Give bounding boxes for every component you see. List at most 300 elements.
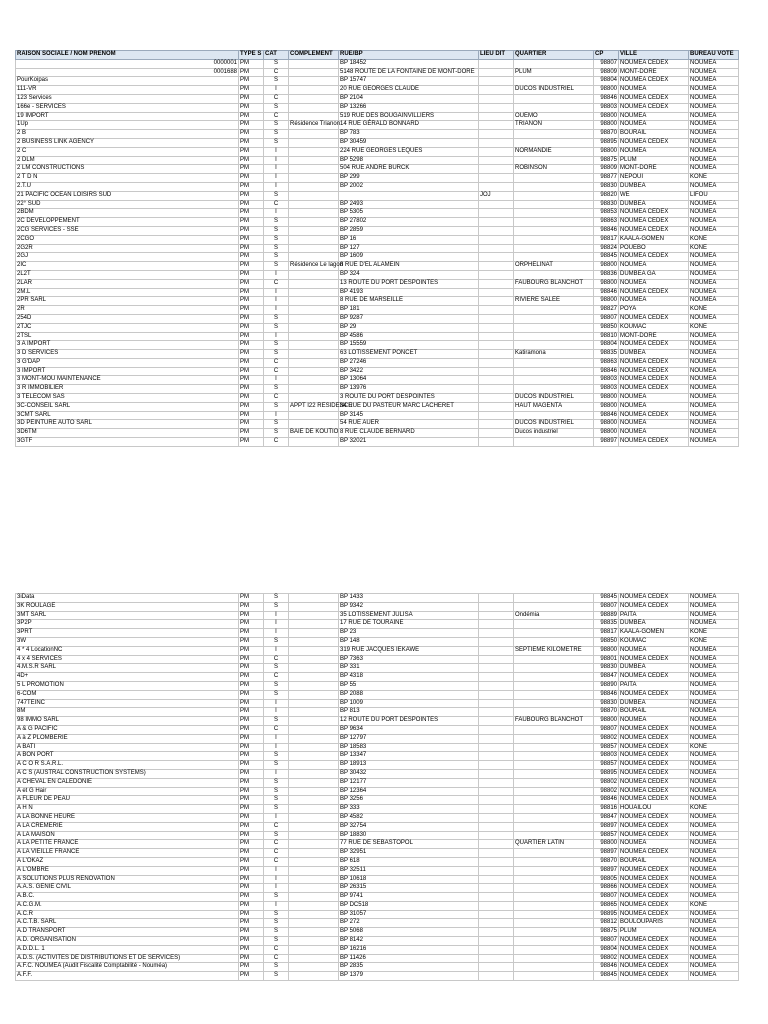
cell-bureau-vote: NOUMEA	[689, 717, 739, 726]
cell-cp: 98803	[594, 376, 619, 385]
cell-bureau-vote: NOUMEA	[689, 77, 739, 86]
cell-raison-sociale: 2 B	[16, 130, 239, 139]
table-row	[16, 438, 739, 447]
cell-complement	[289, 138, 339, 147]
cell-rue-bp	[339, 191, 479, 200]
cell-ville: NOUMEA CEDEX	[619, 796, 689, 805]
cell-type-s: PM	[239, 218, 264, 227]
cell-rue-bp: 12 ROUTE DU PORT DESPOINTES	[339, 717, 479, 726]
cell-cat: S	[264, 323, 289, 332]
cell-bureau-vote: KONE	[689, 244, 739, 253]
cell-type-s: PM	[239, 620, 264, 629]
table-row	[16, 174, 739, 183]
cell-quartier	[514, 358, 594, 367]
cell-lieu-dit	[479, 77, 514, 86]
cell-bureau-vote: NOUMEA	[689, 673, 739, 682]
cell-raison-sociale: A H N	[16, 805, 239, 814]
cell-complement	[289, 699, 339, 708]
cell-type-s: PM	[239, 323, 264, 332]
cell-complement	[289, 787, 339, 796]
cell-quartier	[514, 367, 594, 376]
cell-raison-sociale: 254D	[16, 314, 239, 323]
cell-cat: S	[264, 121, 289, 130]
cell-ville: NOUMEA CEDEX	[619, 209, 689, 218]
cell-raison-sociale: 747TEINC	[16, 699, 239, 708]
cell-lieu-dit	[479, 717, 514, 726]
cell-ville: NOUMEA CEDEX	[619, 963, 689, 972]
cell-ville: NOUMEA CEDEX	[619, 103, 689, 112]
cell-raison-sociale: 3D6TM	[16, 429, 239, 438]
table-row	[16, 866, 739, 875]
table-row	[16, 822, 739, 831]
cell-cp: 98802	[594, 778, 619, 787]
cell-complement	[289, 963, 339, 972]
cell-quartier: FAUBOURG BLANCHOT	[514, 279, 594, 288]
cell-cp: 98812	[594, 919, 619, 928]
cell-raison-sociale: A.C.T.B. SARL	[16, 919, 239, 928]
cell-complement: APPT I22 RESIDENCE	[289, 402, 339, 411]
cell-complement	[289, 646, 339, 655]
cell-type-s: PM	[239, 394, 264, 403]
cell-cat: S	[264, 385, 289, 394]
cell-ville: NOUMEA	[619, 402, 689, 411]
cell-rue-bp: BP 9342	[339, 602, 479, 611]
cell-raison-sociale: 2 C	[16, 147, 239, 156]
table-row	[16, 620, 739, 629]
cell-raison-sociale: A.D.S. (ACTIVITES DE DISTRIBUTIONS ET DE SERVICES)	[16, 954, 239, 963]
cell-complement	[289, 778, 339, 787]
cell-lieu-dit	[479, 138, 514, 147]
cell-bureau-vote: NOUMEA	[689, 411, 739, 420]
cell-bureau-vote: NOUMEA	[689, 611, 739, 620]
table-row	[16, 690, 739, 699]
table-row	[16, 191, 739, 200]
cell-rue-bp: BP 32754	[339, 822, 479, 831]
cell-bureau-vote: NOUMEA	[689, 200, 739, 209]
cell-cat: S	[264, 919, 289, 928]
cell-ville: BOULOUPARIS	[619, 919, 689, 928]
cell-cp: 98801	[594, 655, 619, 664]
sheet-page-2	[15, 593, 738, 981]
cell-rue-bp: 17 RUE DE TOURAINE	[339, 620, 479, 629]
cell-type-s: PM	[239, 778, 264, 787]
cell-lieu-dit	[479, 629, 514, 638]
cell-type-s: PM	[239, 761, 264, 770]
cell-ville: NOUMEA CEDEX	[619, 358, 689, 367]
cell-type-s: PM	[239, 244, 264, 253]
cell-bureau-vote: NOUMEA	[689, 787, 739, 796]
cell-ville: NOUMEA CEDEX	[619, 438, 689, 447]
cell-cat: C	[264, 94, 289, 103]
cell-type-s: PM	[239, 68, 264, 77]
cell-lieu-dit	[479, 94, 514, 103]
cell-lieu-dit	[479, 849, 514, 858]
cell-lieu-dit	[479, 954, 514, 963]
cell-quartier	[514, 332, 594, 341]
cell-bureau-vote: NOUMEA	[689, 954, 739, 963]
cell-cat: C	[264, 857, 289, 866]
cell-raison-sociale: 4 * 4 LocationNC	[16, 646, 239, 655]
records-table-2	[15, 593, 739, 981]
table-row	[16, 86, 739, 95]
cell-type-s: PM	[239, 174, 264, 183]
cell-raison-sociale: A LA PETITE FRANCE	[16, 840, 239, 849]
cell-raison-sociale: A.F.F.	[16, 972, 239, 981]
cell-lieu-dit	[479, 673, 514, 682]
cell-rue-bp: BP 12364	[339, 787, 479, 796]
table-row	[16, 77, 739, 86]
cell-rue-bp: 3 ROUTE DU PORT DESPOINTES	[339, 394, 479, 403]
cell-raison-sociale: 3 IMPORT	[16, 367, 239, 376]
cell-type-s: PM	[239, 901, 264, 910]
cell-bureau-vote: NOUMEA	[689, 884, 739, 893]
cell-quartier	[514, 376, 594, 385]
cell-raison-sociale: A BATI	[16, 743, 239, 752]
header-type-s: TYPE S	[239, 51, 264, 60]
table-row	[16, 394, 739, 403]
cell-cat: I	[264, 297, 289, 306]
cell-bureau-vote: NOUMEA	[689, 314, 739, 323]
cell-rue-bp: BP 31057	[339, 910, 479, 919]
cell-rue-bp: BP 127	[339, 244, 479, 253]
cell-lieu-dit	[479, 743, 514, 752]
cell-lieu-dit	[479, 620, 514, 629]
cell-ville: POUEBO	[619, 244, 689, 253]
cell-complement	[289, 884, 339, 893]
cell-cat: C	[264, 822, 289, 831]
table-row	[16, 849, 739, 858]
cell-quartier	[514, 849, 594, 858]
cell-lieu-dit	[479, 59, 514, 68]
cell-type-s: PM	[239, 602, 264, 611]
cell-cp: 98800	[594, 147, 619, 156]
cell-lieu-dit	[479, 165, 514, 174]
cell-raison-sociale: 2IC	[16, 262, 239, 271]
cell-raison-sociale: A L'OKAZ	[16, 857, 239, 866]
cell-bureau-vote: NOUMEA	[689, 112, 739, 121]
table-row	[16, 121, 739, 130]
cell-type-s: PM	[239, 928, 264, 937]
cell-ville: NOUMEA CEDEX	[619, 972, 689, 981]
table-row	[16, 778, 739, 787]
cell-complement	[289, 288, 339, 297]
cell-complement: Résidence Trianon	[289, 121, 339, 130]
cell-lieu-dit	[479, 332, 514, 341]
cell-cat: S	[264, 717, 289, 726]
cell-complement	[289, 734, 339, 743]
table-row	[16, 945, 739, 954]
cell-ville: BOURAIL	[619, 857, 689, 866]
cell-type-s: PM	[239, 341, 264, 350]
cell-ville: NOUMEA	[619, 121, 689, 130]
table-row	[16, 963, 739, 972]
cell-quartier	[514, 822, 594, 831]
cell-lieu-dit	[479, 734, 514, 743]
cell-rue-bp: BP 1009	[339, 699, 479, 708]
table-row	[16, 761, 739, 770]
cell-type-s: PM	[239, 822, 264, 831]
cell-cat: S	[264, 910, 289, 919]
table-row	[16, 611, 739, 620]
table-row	[16, 182, 739, 191]
cell-bureau-vote: NOUMEA	[689, 734, 739, 743]
cell-type-s: PM	[239, 945, 264, 954]
cell-cp: 98830	[594, 200, 619, 209]
cell-lieu-dit	[479, 262, 514, 271]
cell-quartier	[514, 244, 594, 253]
cell-ville: NOUMEA CEDEX	[619, 602, 689, 611]
cell-quartier: NORMANDIE	[514, 147, 594, 156]
cell-quartier	[514, 341, 594, 350]
table-row	[16, 332, 739, 341]
cell-type-s: PM	[239, 594, 264, 603]
table-row	[16, 103, 739, 112]
cell-cat: S	[264, 253, 289, 262]
cell-bureau-vote: KONE	[689, 323, 739, 332]
cell-raison-sociale: A à Z PLOMBERIE	[16, 734, 239, 743]
cell-raison-sociale: 2LAR	[16, 279, 239, 288]
cell-cat: S	[264, 262, 289, 271]
cell-quartier	[514, 787, 594, 796]
cell-quartier	[514, 620, 594, 629]
cell-cat: S	[264, 893, 289, 902]
cell-complement	[289, 103, 339, 112]
cell-lieu-dit	[479, 68, 514, 77]
cell-lieu-dit	[479, 394, 514, 403]
cell-ville: NOUMEA	[619, 429, 689, 438]
cell-cat: I	[264, 708, 289, 717]
table-row	[16, 681, 739, 690]
cell-complement	[289, 235, 339, 244]
cell-quartier	[514, 288, 594, 297]
cell-cp: 98870	[594, 130, 619, 139]
cell-ville: DUMBEA GA	[619, 270, 689, 279]
cell-rue-bp: BP 324	[339, 270, 479, 279]
cell-cat: S	[264, 664, 289, 673]
cell-complement	[289, 200, 339, 209]
cell-type-s: PM	[239, 611, 264, 620]
cell-rue-bp: BP 29	[339, 323, 479, 332]
cell-bureau-vote: NOUMEA	[689, 752, 739, 761]
cell-rue-bp: 20 RUE GEORGES CLAUDE	[339, 86, 479, 95]
cell-cat: I	[264, 147, 289, 156]
cell-quartier	[514, 893, 594, 902]
cell-quartier	[514, 805, 594, 814]
cell-type-s: PM	[239, 411, 264, 420]
cell-ville: DUMBEA	[619, 620, 689, 629]
cell-complement	[289, 602, 339, 611]
table-row	[16, 734, 739, 743]
header-complement: COMPLEMENT	[289, 51, 339, 60]
header-rue-bp: RUE/BP	[339, 51, 479, 60]
table-row	[16, 288, 739, 297]
table-row	[16, 637, 739, 646]
cell-ville: NOUMEA CEDEX	[619, 761, 689, 770]
cell-lieu-dit	[479, 699, 514, 708]
cell-rue-bp: BP 15559	[339, 341, 479, 350]
cell-quartier	[514, 438, 594, 447]
cell-type-s: PM	[239, 910, 264, 919]
cell-quartier	[514, 761, 594, 770]
cell-cat: I	[264, 875, 289, 884]
cell-complement	[289, 209, 339, 218]
cell-rue-bp: BP 5305	[339, 209, 479, 218]
cell-cp: 98807	[594, 937, 619, 946]
cell-type-s: PM	[239, 147, 264, 156]
cell-cp: 98850	[594, 637, 619, 646]
cell-type-s: PM	[239, 420, 264, 429]
header-cp: CP	[594, 51, 619, 60]
cell-ville: NOUMEA CEDEX	[619, 253, 689, 262]
cell-cat: I	[264, 182, 289, 191]
table-row	[16, 857, 739, 866]
table-row	[16, 200, 739, 209]
cell-cp: 98845	[594, 972, 619, 981]
cell-type-s: PM	[239, 813, 264, 822]
cell-bureau-vote: NOUMEA	[689, 594, 739, 603]
cell-type-s: PM	[239, 893, 264, 902]
cell-rue-bp: BP DC518	[339, 901, 479, 910]
cell-raison-sociale: 2M.L	[16, 288, 239, 297]
cell-cat: S	[264, 752, 289, 761]
cell-cat: I	[264, 411, 289, 420]
table-row	[16, 112, 739, 121]
cell-bureau-vote: NOUMEA	[689, 376, 739, 385]
cell-cp: 98846	[594, 963, 619, 972]
cell-complement	[289, 191, 339, 200]
table-row	[16, 673, 739, 682]
cell-bureau-vote: NOUMEA	[689, 690, 739, 699]
cell-bureau-vote: NOUMEA	[689, 182, 739, 191]
cell-cat: S	[264, 690, 289, 699]
cell-raison-sociale: A C O R S.A.R.L.	[16, 761, 239, 770]
table-row	[16, 893, 739, 902]
cell-type-s: PM	[239, 831, 264, 840]
cell-bureau-vote: NOUMEA	[689, 138, 739, 147]
cell-raison-sociale: 4.M.S.R SARL	[16, 664, 239, 673]
cell-cat: I	[264, 743, 289, 752]
cell-ville: KOUMAC	[619, 323, 689, 332]
cell-cat: I	[264, 288, 289, 297]
cell-cp: 98800	[594, 112, 619, 121]
table-row	[16, 594, 739, 603]
cell-lieu-dit	[479, 637, 514, 646]
cell-lieu-dit	[479, 209, 514, 218]
cell-type-s: PM	[239, 655, 264, 664]
cell-type-s: PM	[239, 787, 264, 796]
cell-type-s: PM	[239, 769, 264, 778]
cell-cp: 98800	[594, 121, 619, 130]
cell-bureau-vote: KONE	[689, 306, 739, 315]
cell-raison-sociale: 2CG SERVICES - SSE	[16, 226, 239, 235]
cell-type-s: PM	[239, 191, 264, 200]
cell-lieu-dit	[479, 182, 514, 191]
cell-raison-sociale: 2CGO	[16, 235, 239, 244]
cell-type-s: PM	[239, 673, 264, 682]
cell-lieu-dit	[479, 910, 514, 919]
cell-bureau-vote: KONE	[689, 901, 739, 910]
cell-lieu-dit	[479, 945, 514, 954]
cell-lieu-dit	[479, 130, 514, 139]
cell-cat: S	[264, 103, 289, 112]
cell-lieu-dit	[479, 376, 514, 385]
cell-raison-sociale: 2 DLM	[16, 156, 239, 165]
cell-ville: BOURAIL	[619, 130, 689, 139]
cell-cat: S	[264, 218, 289, 227]
cell-quartier	[514, 191, 594, 200]
cell-complement	[289, 743, 339, 752]
cell-complement: Résidence Le lagon	[289, 262, 339, 271]
cell-rue-bp: BP 32511	[339, 866, 479, 875]
cell-rue-bp: BP 13064	[339, 376, 479, 385]
cell-bureau-vote: NOUMEA	[689, 121, 739, 130]
cell-rue-bp: BP 27246	[339, 358, 479, 367]
cell-cp: 98865	[594, 901, 619, 910]
cell-quartier	[514, 655, 594, 664]
cell-rue-bp: BP 2835	[339, 963, 479, 972]
cell-rue-bp: 504 RUE ANDRE BURCK	[339, 165, 479, 174]
cell-complement	[289, 857, 339, 866]
cell-cat: I	[264, 901, 289, 910]
cell-quartier: ROBINSON	[514, 165, 594, 174]
cell-complement	[289, 681, 339, 690]
cell-ville: NOUMEA CEDEX	[619, 787, 689, 796]
cell-bureau-vote: NOUMEA	[689, 262, 739, 271]
cell-complement	[289, 226, 339, 235]
cell-ville: NOUMEA	[619, 112, 689, 121]
header-ville: VILLE	[619, 51, 689, 60]
cell-quartier	[514, 884, 594, 893]
cell-rue-bp: BP 2002	[339, 182, 479, 191]
table-row	[16, 796, 739, 805]
cell-raison-sociale: 3 MONT-MOU MAINTENANCE	[16, 376, 239, 385]
cell-ville: NOUMEA	[619, 147, 689, 156]
cell-quartier: DUCOS INDUSTRIEL	[514, 394, 594, 403]
cell-cp: 98870	[594, 857, 619, 866]
cell-quartier	[514, 708, 594, 717]
cell-type-s: PM	[239, 972, 264, 981]
cell-cp: 98817	[594, 235, 619, 244]
cell-cp: 98827	[594, 306, 619, 315]
cell-rue-bp: BP 4586	[339, 332, 479, 341]
cell-rue-bp: BP 1379	[339, 972, 479, 981]
cell-cat: S	[264, 341, 289, 350]
cell-bureau-vote: NOUMEA	[689, 147, 739, 156]
cell-ville: MONT-DORE	[619, 68, 689, 77]
cell-lieu-dit	[479, 147, 514, 156]
cell-cat: S	[264, 761, 289, 770]
cell-quartier: PLUM	[514, 68, 594, 77]
cell-type-s: PM	[239, 156, 264, 165]
records-table-1	[15, 50, 739, 447]
cell-type-s: PM	[239, 954, 264, 963]
cell-cp: 98897	[594, 822, 619, 831]
cell-quartier	[514, 629, 594, 638]
cell-complement	[289, 937, 339, 946]
cell-rue-bp: BP 9287	[339, 314, 479, 323]
cell-cp: 98809	[594, 165, 619, 174]
header-lieu-dit: LIEU DIT	[479, 51, 514, 60]
table-row	[16, 314, 739, 323]
cell-type-s: PM	[239, 840, 264, 849]
cell-rue-bp: BP 5068	[339, 928, 479, 937]
cell-type-s: PM	[239, 438, 264, 447]
cell-bureau-vote: NOUMEA	[689, 646, 739, 655]
cell-lieu-dit	[479, 367, 514, 376]
table-row	[16, 156, 739, 165]
cell-ville: NOUMEA CEDEX	[619, 725, 689, 734]
cell-rue-bp: BP 3422	[339, 367, 479, 376]
